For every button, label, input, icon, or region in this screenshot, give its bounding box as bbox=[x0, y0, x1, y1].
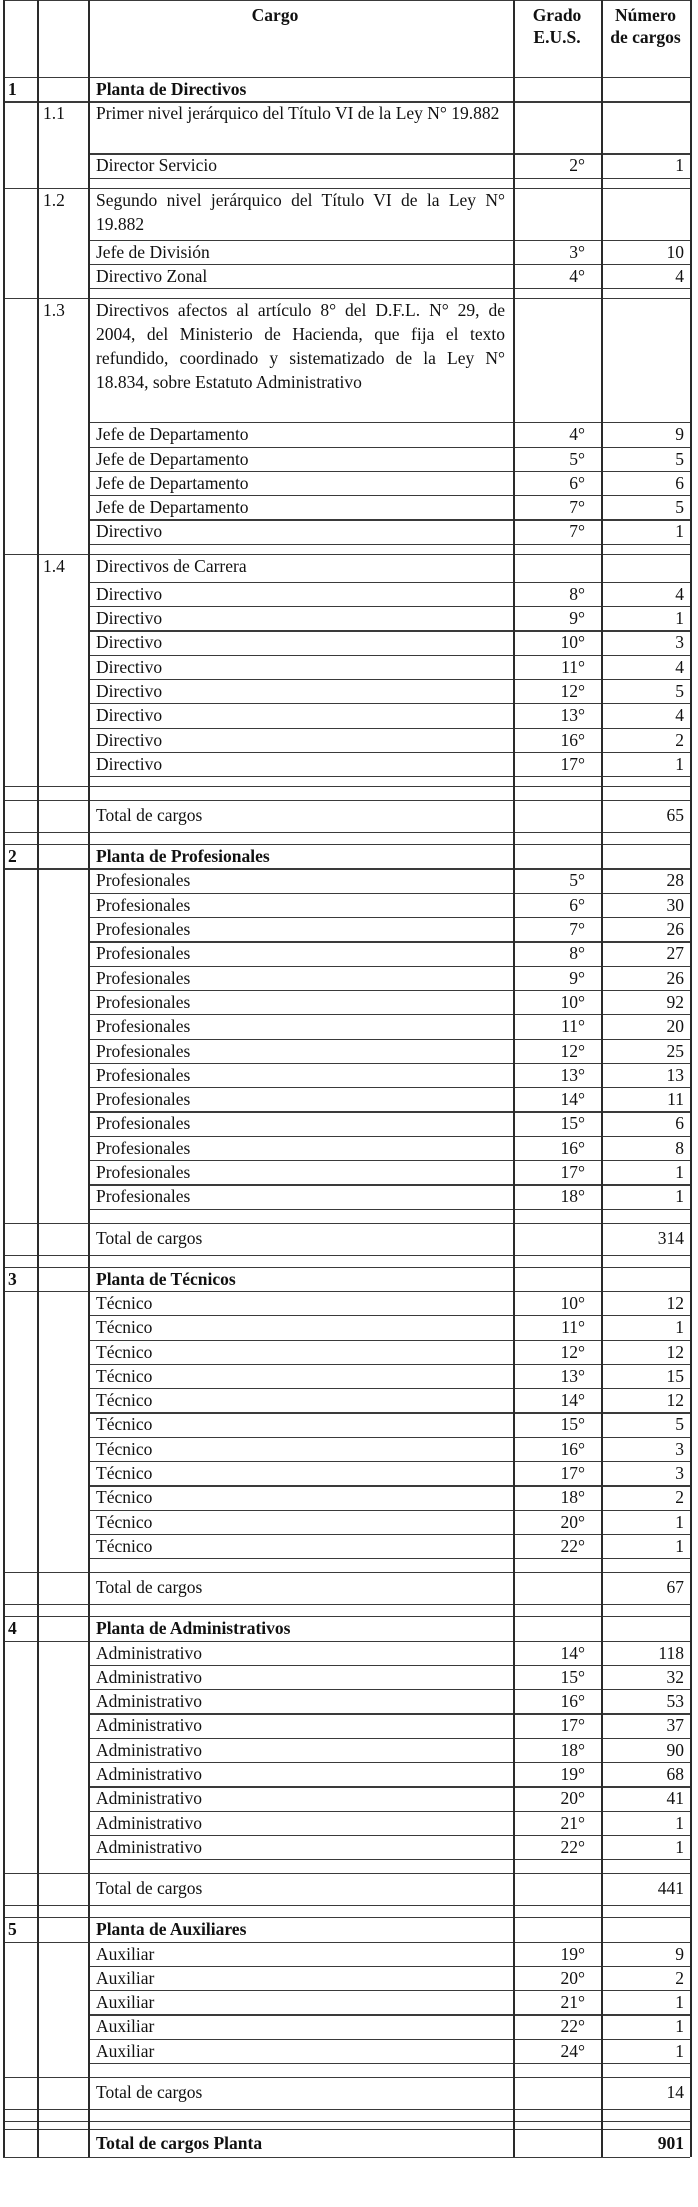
cargo-cell: Profesionales bbox=[96, 894, 191, 915]
cargo-cell: Directivo bbox=[96, 632, 163, 653]
numero-cell: 5 bbox=[675, 1414, 684, 1435]
row-rule bbox=[88, 178, 690, 179]
cargo-cell: Auxiliar bbox=[96, 1943, 155, 1964]
cargo-cell: Administrativo bbox=[96, 1666, 202, 1687]
grado-cell: 13° bbox=[560, 1365, 585, 1386]
row-rule bbox=[88, 1558, 690, 1559]
column-rule-1 bbox=[37, 0, 39, 2157]
numero-cell: 2 bbox=[675, 1967, 684, 1988]
grado-cell: 12° bbox=[560, 1040, 585, 1061]
numero-cell: 1 bbox=[675, 521, 684, 542]
grado-cell: 7° bbox=[569, 521, 585, 542]
cargo-cell: Técnico bbox=[96, 1414, 153, 1435]
grado-cell: 19° bbox=[560, 1943, 585, 1964]
total-rule bbox=[3, 1604, 690, 1605]
grado-cell: 2° bbox=[569, 155, 585, 176]
numero-cell: 27 bbox=[666, 943, 684, 964]
cargo-cell: Técnico bbox=[96, 1341, 153, 1362]
grado-cell: 19° bbox=[560, 1764, 585, 1784]
column-rule-0 bbox=[3, 0, 5, 2157]
row-rule bbox=[88, 288, 690, 289]
numero-cell: 8 bbox=[675, 1137, 684, 1158]
numero-cell: 26 bbox=[666, 919, 684, 939]
section-number: 1 bbox=[8, 79, 17, 99]
cargo-cell: Auxiliar bbox=[96, 1967, 155, 1988]
subsection-title: Directivos afectos al artículo 8° del D.F.L. N° 29, de 2004, del Ministerio de Hacienda, que fija el texto refundido, coordinado y sistematizado de la Ley N° 18.834, sobre Estatuto Administrativo bbox=[96, 300, 505, 393]
table-bottom-rule bbox=[3, 2157, 690, 2158]
cargo-cell: Administrativo bbox=[96, 1788, 202, 1809]
numero-cell: 12 bbox=[666, 1390, 684, 1411]
numero-cell: 41 bbox=[666, 1788, 684, 1809]
numero-cell: 1 bbox=[675, 1511, 684, 1532]
grado-cell: 21° bbox=[560, 1812, 585, 1833]
total-value: 441 bbox=[657, 1878, 684, 1899]
numero-cell: 118 bbox=[658, 1642, 684, 1663]
subsection-number: 1.3 bbox=[43, 300, 65, 321]
cargo-cell: Profesionales bbox=[96, 967, 191, 988]
cargo-cell: Administrativo bbox=[96, 1691, 202, 1712]
row-rule bbox=[3, 1873, 690, 1874]
cargo-cell: Directivo bbox=[96, 680, 163, 701]
section-title: Planta de Técnicos bbox=[96, 1268, 236, 1289]
grado-cell: 4° bbox=[569, 265, 585, 286]
row-rule bbox=[88, 776, 690, 777]
cargo-cell: Administrativo bbox=[96, 1764, 202, 1784]
column-rule-2 bbox=[88, 0, 90, 2157]
numero-cell: 5 bbox=[675, 680, 684, 701]
grado-cell: 10° bbox=[560, 991, 585, 1012]
cargo-cell: Profesionales bbox=[96, 991, 191, 1012]
numero-cell: 4 bbox=[675, 265, 684, 286]
cargo-cell: Técnico bbox=[96, 1317, 153, 1338]
grado-cell: 11° bbox=[561, 656, 585, 677]
section-title: Planta de Administrativos bbox=[96, 1618, 291, 1639]
cargo-cell: Profesionales bbox=[96, 1064, 191, 1085]
grado-cell: 15° bbox=[560, 1414, 585, 1435]
cargo-cell: Directivo bbox=[96, 583, 163, 604]
numero-cell: 9 bbox=[675, 1943, 684, 1964]
cargo-cell: Administrativo bbox=[96, 1836, 202, 1857]
numero-cell: 12 bbox=[666, 1341, 684, 1362]
section-number: 5 bbox=[8, 1919, 17, 1940]
cargo-cell: Profesionales bbox=[96, 1113, 191, 1134]
cargo-cell: Profesionales bbox=[96, 1137, 191, 1158]
total-label: Total de cargos bbox=[96, 1577, 203, 1598]
grado-cell: 10° bbox=[560, 1292, 585, 1313]
subsection-title: Directivos de Carrera bbox=[96, 555, 247, 576]
numero-cell: 3 bbox=[675, 632, 684, 653]
numero-cell: 1 bbox=[675, 1535, 684, 1556]
numero-cell: 2 bbox=[675, 1487, 684, 1508]
numero-cell: 10 bbox=[666, 241, 684, 262]
total-rule bbox=[3, 1255, 690, 1256]
grado-cell: 15° bbox=[560, 1666, 585, 1687]
cargo-cell: Administrativo bbox=[96, 1715, 202, 1736]
grado-cell: 16° bbox=[560, 1137, 585, 1158]
cargo-cell: Profesionales bbox=[96, 1016, 191, 1037]
numero-cell: 13 bbox=[666, 1064, 684, 1085]
row-rule bbox=[3, 800, 690, 801]
header-cargo: Cargo bbox=[251, 5, 299, 25]
grado-cell: 24° bbox=[560, 2040, 585, 2061]
cargo-cell: Director Servicio bbox=[96, 155, 217, 176]
numero-cell: 3 bbox=[675, 1438, 684, 1459]
numero-cell: 9 bbox=[675, 424, 684, 445]
numero-cell: 5 bbox=[675, 448, 684, 469]
numero-cell: 1 bbox=[675, 1186, 684, 1207]
total-rule bbox=[3, 1905, 690, 1906]
grado-cell: 22° bbox=[560, 1535, 585, 1556]
grado-cell: 11° bbox=[561, 1016, 585, 1037]
total-rule bbox=[3, 832, 690, 833]
table-top-rule bbox=[3, 0, 690, 1]
grado-cell: 18° bbox=[560, 1739, 585, 1760]
numero-cell: 4 bbox=[675, 583, 684, 604]
numero-cell: 4 bbox=[675, 656, 684, 677]
total-rule bbox=[3, 2109, 690, 2110]
grado-cell: 17° bbox=[560, 1162, 585, 1182]
grado-cell: 9° bbox=[569, 608, 585, 628]
grado-cell: 12° bbox=[560, 680, 585, 701]
cargo-cell: Administrativo bbox=[96, 1739, 202, 1760]
cargo-cell: Técnico bbox=[96, 1487, 153, 1508]
total-value: 314 bbox=[657, 1227, 684, 1248]
cargo-cell: Auxiliar bbox=[96, 2040, 155, 2061]
column-rule-5 bbox=[690, 0, 692, 2157]
subsection-number: 1.4 bbox=[43, 555, 65, 576]
grado-cell: 17° bbox=[560, 1463, 585, 1483]
numero-cell: 26 bbox=[666, 967, 684, 988]
cargo-cell: Profesionales bbox=[96, 919, 191, 939]
cargo-cell: Profesionales bbox=[96, 1162, 191, 1182]
grado-cell: 14° bbox=[560, 1390, 585, 1411]
cargo-cell: Profesionales bbox=[96, 943, 191, 964]
grado-cell: 22° bbox=[560, 2016, 585, 2037]
grado-cell: 9° bbox=[569, 967, 585, 988]
numero-cell: 2 bbox=[675, 729, 684, 750]
numero-cell: 92 bbox=[666, 991, 684, 1012]
grado-cell: 12° bbox=[560, 1341, 585, 1362]
numero-cell: 32 bbox=[666, 1666, 684, 1687]
grado-cell: 5° bbox=[569, 870, 585, 891]
grado-cell: 6° bbox=[569, 472, 585, 493]
cargo-cell: Profesionales bbox=[96, 870, 191, 891]
section-title: Planta de Auxiliares bbox=[96, 1919, 247, 1940]
grado-cell: 8° bbox=[569, 583, 585, 604]
numero-cell: 12 bbox=[666, 1292, 684, 1313]
cargo-cell: Técnico bbox=[96, 1438, 153, 1459]
numero-cell: 1 bbox=[675, 155, 684, 176]
numero-cell: 1 bbox=[675, 1992, 684, 2013]
grado-cell: 20° bbox=[560, 1511, 585, 1532]
numero-cell: 1 bbox=[675, 608, 684, 628]
grand-total-label: Total de cargos Planta bbox=[96, 2133, 263, 2153]
grado-cell: 11° bbox=[561, 1317, 585, 1338]
grado-cell: 7° bbox=[569, 919, 585, 939]
subsection-number: 1.1 bbox=[43, 103, 65, 124]
cargo-cell: Administrativo bbox=[96, 1812, 202, 1833]
numero-cell: 68 bbox=[666, 1764, 684, 1784]
cargo-cell: Técnico bbox=[96, 1511, 153, 1532]
grado-cell: 8° bbox=[569, 943, 585, 964]
cargo-cell: Directivo bbox=[96, 753, 163, 774]
numero-cell: 4 bbox=[675, 705, 684, 726]
cargo-cell: Técnico bbox=[96, 1535, 153, 1556]
cargo-cell: Técnico bbox=[96, 1292, 153, 1313]
row-rule bbox=[3, 1223, 690, 1224]
cargo-cell: Técnico bbox=[96, 1365, 153, 1386]
grado-cell: 16° bbox=[560, 1691, 585, 1712]
cargo-cell: Auxiliar bbox=[96, 2016, 155, 2037]
cargo-cell: Jefe de Departamento bbox=[96, 472, 249, 493]
cargo-cell: Jefe de Departamento bbox=[96, 448, 249, 469]
section-title: Planta de Profesionales bbox=[96, 846, 270, 867]
numero-cell: 1 bbox=[675, 753, 684, 774]
cargo-cell: Directivo bbox=[96, 705, 163, 726]
subsection-number: 1.2 bbox=[43, 189, 65, 210]
section-number: 4 bbox=[8, 1618, 17, 1639]
grado-cell: 18° bbox=[560, 1487, 585, 1508]
grado-cell: 17° bbox=[560, 753, 585, 774]
subsection-title: Segundo nivel jerárquico del Título VI de la Ley N° 19.882 bbox=[96, 189, 505, 234]
cargo-cell: Jefe de Departamento bbox=[96, 497, 249, 518]
row-rule bbox=[88, 2063, 690, 2064]
numero-cell: 5 bbox=[675, 497, 684, 518]
grado-cell: 18° bbox=[560, 1186, 585, 1207]
numero-cell: 1 bbox=[675, 2040, 684, 2061]
numero-cell: 28 bbox=[666, 870, 684, 891]
grado-cell: 21° bbox=[560, 1992, 585, 2013]
numero-cell: 1 bbox=[675, 1162, 684, 1182]
grado-cell: 4° bbox=[569, 424, 585, 445]
numero-cell: 37 bbox=[666, 1715, 684, 1736]
cargo-cell: Profesionales bbox=[96, 1040, 191, 1061]
numero-cell: 1 bbox=[675, 1317, 684, 1338]
total-label: Total de cargos bbox=[96, 805, 203, 826]
grado-cell: 13° bbox=[560, 1064, 585, 1085]
numero-cell: 1 bbox=[675, 1836, 684, 1857]
grado-cell: 3° bbox=[569, 241, 585, 262]
row-rule bbox=[88, 544, 690, 545]
numero-cell: 1 bbox=[675, 2016, 684, 2037]
row-rule bbox=[88, 1859, 690, 1860]
grado-cell: 5° bbox=[569, 448, 585, 469]
total-label: Total de cargos bbox=[96, 2082, 203, 2102]
numero-cell: 11 bbox=[667, 1089, 684, 1110]
total-label: Total de cargos bbox=[96, 1878, 203, 1899]
numero-cell: 53 bbox=[666, 1691, 684, 1712]
subsection-title: Primer nivel jerárquico del Título VI de la Ley N° 19.882 bbox=[96, 103, 500, 124]
header-grado: Grado E.U.S. bbox=[532, 5, 582, 47]
row-rule bbox=[3, 1572, 690, 1573]
numero-cell: 6 bbox=[675, 1113, 684, 1134]
grado-cell: 17° bbox=[560, 1715, 585, 1736]
grado-cell: 20° bbox=[560, 1967, 585, 1988]
grado-cell: 22° bbox=[560, 1836, 585, 1857]
cargo-cell: Directivo Zonal bbox=[96, 265, 208, 286]
section-separator bbox=[3, 2121, 690, 2122]
cargo-cell: Directivo bbox=[96, 656, 163, 677]
grado-cell: 16° bbox=[560, 1438, 585, 1459]
cargo-cell: Auxiliar bbox=[96, 1992, 155, 2013]
grado-cell: 15° bbox=[560, 1113, 585, 1134]
cargo-cell: Administrativo bbox=[96, 1642, 202, 1663]
section-number: 3 bbox=[8, 1268, 17, 1289]
numero-cell: 20 bbox=[666, 1016, 684, 1037]
numero-cell: 6 bbox=[675, 472, 684, 493]
cargo-cell: Técnico bbox=[96, 1463, 153, 1483]
cargo-cell: Técnico bbox=[96, 1390, 153, 1411]
numero-cell: 1 bbox=[675, 1812, 684, 1833]
total-label: Total de cargos bbox=[96, 1227, 203, 1248]
column-rule-3 bbox=[513, 0, 515, 2157]
cargo-cell: Directivo bbox=[96, 521, 163, 542]
grado-cell: 10° bbox=[560, 632, 585, 653]
grado-cell: 14° bbox=[560, 1642, 585, 1663]
total-value: 65 bbox=[666, 805, 684, 826]
grand-total-value: 901 bbox=[657, 2133, 684, 2153]
grado-cell: 14° bbox=[560, 1089, 585, 1110]
grado-cell: 13° bbox=[560, 705, 585, 726]
cargo-cell: Jefe de División bbox=[96, 241, 210, 262]
section-number: 2 bbox=[8, 846, 17, 867]
numero-cell: 3 bbox=[675, 1463, 684, 1483]
row-rule bbox=[3, 786, 690, 787]
cargo-cell: Directivo bbox=[96, 729, 163, 750]
numero-cell: 90 bbox=[666, 1739, 684, 1760]
grado-cell: 6° bbox=[569, 894, 585, 915]
row-rule bbox=[3, 2077, 690, 2078]
numero-cell: 25 bbox=[666, 1040, 684, 1061]
cargo-cell: Profesionales bbox=[96, 1186, 191, 1207]
total-value: 67 bbox=[666, 1577, 684, 1598]
grado-cell: 20° bbox=[560, 1788, 585, 1809]
column-rule-4 bbox=[601, 0, 603, 2157]
section-title: Planta de Directivos bbox=[96, 79, 247, 99]
numero-cell: 30 bbox=[666, 894, 684, 915]
total-value: 14 bbox=[666, 2082, 684, 2102]
cargo-cell: Directivo bbox=[96, 608, 163, 628]
header-numero: Número de cargos bbox=[610, 5, 681, 47]
row-rule bbox=[88, 1209, 690, 1210]
cargo-cell: Jefe de Departamento bbox=[96, 424, 249, 445]
grado-cell: 7° bbox=[569, 497, 585, 518]
grado-cell: 16° bbox=[560, 729, 585, 750]
cargo-cell: Profesionales bbox=[96, 1089, 191, 1110]
numero-cell: 15 bbox=[666, 1365, 684, 1386]
